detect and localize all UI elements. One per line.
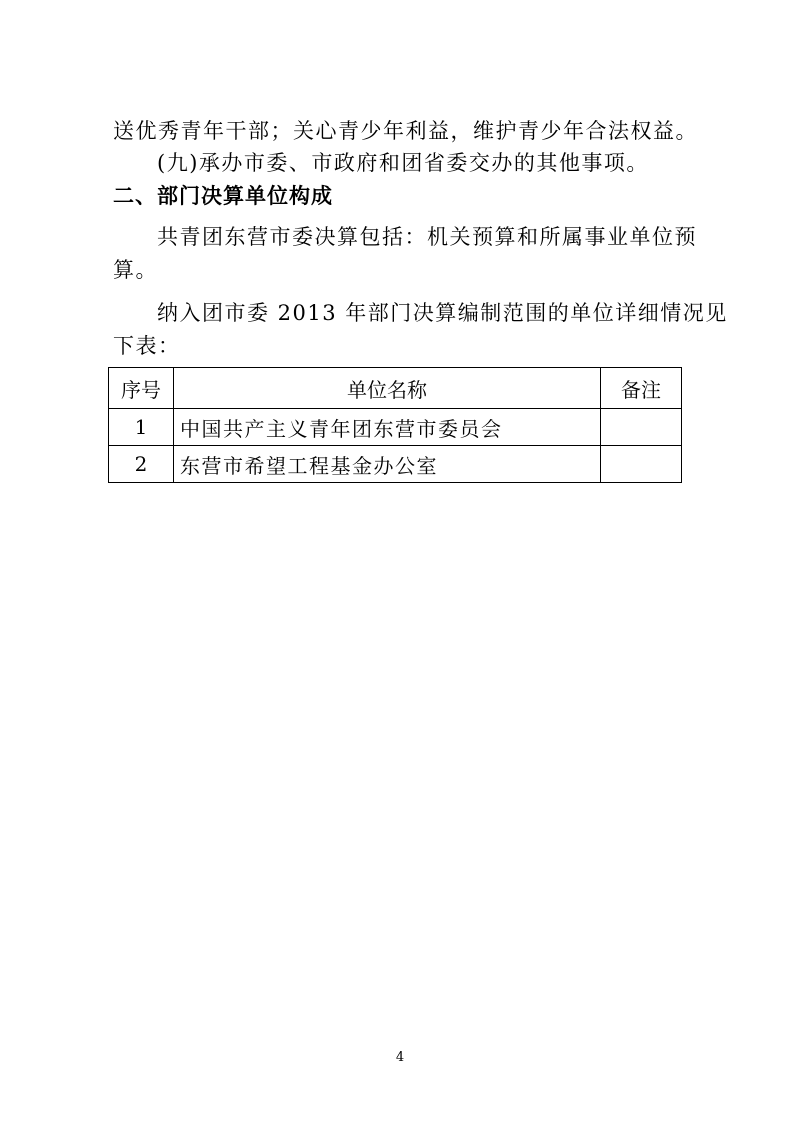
header-serial-number: 序号: [109, 368, 174, 409]
paragraph-line-3: 共青团东营市委决算包括：机关预算和所属事业单位预: [157, 225, 697, 249]
paragraph-line-4: 算。: [113, 258, 158, 282]
table-row: [109, 409, 682, 446]
cell-unit-name: 东营市希望工程基金办公室: [174, 446, 601, 483]
table-header-row: [109, 368, 682, 409]
cell-serial-number: 1: [109, 409, 174, 446]
cell-remarks: [601, 409, 682, 446]
header-unit-name: 单位名称: [174, 368, 601, 409]
header-remarks: 备注: [601, 368, 682, 409]
cell-remarks: [601, 446, 682, 483]
paragraph-line-2: (九)承办市委、市政府和团省委交办的其他事项。: [157, 151, 649, 175]
units-table: [108, 367, 682, 483]
cell-serial-number: 2: [109, 446, 174, 483]
page-number: 4: [395, 1050, 405, 1065]
section-heading: 二、部门决算单位构成: [113, 184, 333, 208]
paragraph-line-1: 送优秀青年干部；关心青少年利益，维护青少年合法权益。: [113, 119, 698, 143]
table-row: [109, 446, 682, 483]
paragraph-line-5: 纳入团市委 2013 年部门决算编制范围的单位详细情况见: [157, 301, 728, 325]
paragraph-line-6: 下表：: [113, 334, 181, 358]
cell-unit-name: 中国共产主义青年团东营市委员会: [174, 409, 601, 446]
